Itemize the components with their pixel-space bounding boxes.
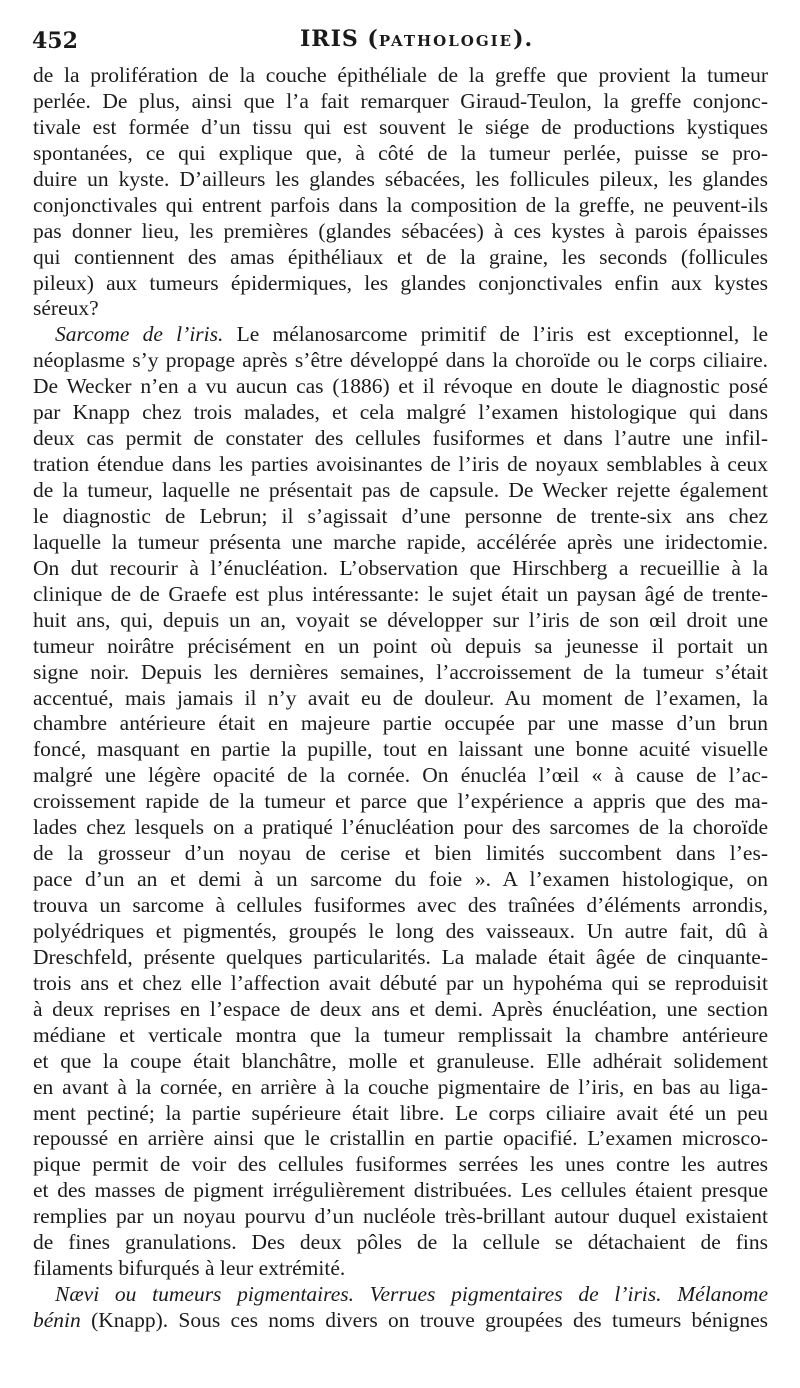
line-text: chambre antérieure était en majeure partie occupée par une masse d’un brun [33,711,768,736]
text-line [33,737,768,763]
text-line [33,530,768,556]
line-text: duire un kyste. D’ailleurs les glandes sébacées, les follicules pileux, les glandes [33,166,768,191]
line-text: signe noir. Depuis les dernières semaines, l’accroissement de la tumeur s’était [33,659,768,684]
text-line [33,1256,768,1282]
text-line [33,867,768,893]
line-text: Le mélanosarcome primitif de l’iris est exceptionnel, le [223,322,768,347]
text-line [33,63,768,89]
running-title-small-caps: PATHOLOGIE [378,32,514,50]
line-text: huit ans, qui, depuis un an, voyait se développer sur l’iris de son œil droit une [33,607,768,632]
text-line [33,1178,768,1204]
line-text: pique permit de voir des cellules fusiformes serrées les unes contre les autres [33,1152,768,1177]
italic-heading: Sarcome de l’iris. [55,322,224,347]
text-line [33,1282,768,1308]
text-line [33,1308,768,1334]
text-line [33,841,768,867]
line-text: polyédriques et pigmentés, groupés le long des vaisseaux. Un autre fait, dû à [33,918,768,943]
text-line [33,815,768,841]
line-text: tumeur noirâtre précisément en un point où depuis sa jeunesse il portait un [33,633,768,658]
page-number: 452 [32,28,78,54]
text-line [33,296,768,322]
text-line [33,452,768,478]
text-line [33,1126,768,1152]
text-line [33,1023,768,1049]
line-text: accentué, mais jamais il n’y avait eu de douleur. Au moment de l’examen, la [33,685,768,710]
text-line [33,374,768,400]
line-text: trouva un sarcome à cellules fusiformes avec des traînées d’éléments arrondis, [33,893,768,917]
text-line [33,348,768,374]
running-title [300,26,533,52]
text-line [33,478,768,504]
text-line [33,141,768,167]
italic-heading: Nævi ou tumeurs pigmentaires. Verrues pigmentaires de l’iris. Mélanome [55,1282,768,1307]
line-text: tivale est formée d’un tissu qui est souvent le siége de productions kystiques [33,114,768,139]
text-line [33,660,768,686]
line-text: Dreschfeld, présente quelques particularités. La malade était âgée de cinquante- [33,944,768,969]
line-text: pileux) aux tumeurs épidermiques, les glandes conjonctivales enfin aux kystes [33,270,768,295]
text-line [33,1075,768,1101]
line-text: de la prolifération de la couche épithéliale de la greffe que provient la tumeur [33,63,768,87]
line-text: remplies par un noyau pourvu d’un nucléole très-brillant autour duquel existaient [33,1204,768,1229]
line-text: foncé, masquant en partie la pupille, tout en laissant une bonne acuité visuelle [33,737,768,762]
line-text: clinique de de Graefe est plus intéressante: le sujet était un paysan âgé de trente- [33,581,768,606]
text-line [33,997,768,1023]
line-text: pace d’un an et demi à un sarcome du foie ». A l’examen histologique, on [33,867,768,892]
text-line [33,1101,768,1127]
line-text: pas donner lieu, les premières (glandes sébacées) à ces kystes à parois épaisses [33,218,768,243]
text-line [33,167,768,193]
text-line [33,945,768,971]
line-text: en avant à la cornée, en arrière à la couche pigmentaire de l’iris, en bas au liga- [33,1074,768,1099]
text-line [33,686,768,712]
line-text: lades chez lesquels on a pratiqué l’énucléation pour des sarcomes de la choroïde [33,815,768,840]
text-line [33,556,768,582]
text-line [33,400,768,426]
line-text: de la tumeur, laquelle ne présentait pas de capsule. De Wecker rejette également [33,478,768,502]
line-text: le diagnostic de Lebrun; il s’agissait d’une personne de trente-six ans chez [33,503,768,528]
text-line [33,971,768,997]
line-text: repoussé en arrière ainsi que le cristallin en partie opacifié. L’examen microsco- [33,1126,768,1151]
text-line [33,634,768,660]
line-text: et que la coupe était blanchâtre, molle et granuleuse. Elle adhérait solidement [33,1048,768,1073]
text-line [33,893,768,919]
line-text: ment pectiné; la partie supérieure était libre. Le corps ciliaire avait été un peu [33,1100,768,1125]
text-line [33,193,768,219]
line-text: malgré une légère opacité de la cornée. On énucléa l’œil « à cause de l’ac- [33,763,768,788]
text-line [33,504,768,530]
line-text: néoplasme s’y propage après s’être développé dans la choroïde ou le corps ciliaire. [33,348,768,373]
text-line [33,245,768,271]
line-text: trois ans et chez elle l’affection avait débuté par un hypohéma qui se reproduisit [33,970,768,995]
line-text: deux cas permit de constater des cellules fusiformes et dans l’autre une infil- [33,426,768,451]
body-text [33,63,768,1334]
text-line [33,763,768,789]
line-text: médiane et verticale montra que la tumeur remplissait la chambre antérieure [33,1022,768,1047]
line-text: De Wecker n’en a vu aucun cas (1886) et il révoque en doute le diagnostic posé [33,374,768,399]
line-text: perlée. De plus, ainsi que l’a fait remarquer Giraud-Teulon, la greffe conjonc- [33,88,768,113]
text-line [33,1230,768,1256]
line-text: spontanées, ce qui explique que, à côté de la tumeur perlée, puisse se pro- [33,140,768,165]
line-text: tration étendue dans les parties avoisinantes de l’iris de noyaux semblables à ceux [33,452,768,477]
line-text: à deux reprises en l’espace de deux ans et demi. Après énucléation, une section [33,996,768,1021]
line-text: (Knapp). Sous ces noms divers on trouve groupées des tumeurs bénignes [80,1308,768,1332]
line-text: de fines granulations. Des deux pôles de la cellule se détachaient de fins [33,1230,768,1255]
text-line [33,582,768,608]
text-line [33,89,768,115]
text-line [33,789,768,815]
line-text: et des masses de pigment irrégulièrement distribuées. Les cellules étaient presque [33,1178,768,1203]
text-line [33,1152,768,1178]
line-text: de la grosseur d’un noyau de cerise et bien limités succombent dans l’es- [33,841,768,866]
text-line [33,271,768,297]
line-text: séreux? [33,296,99,321]
text-line [33,426,768,452]
text-line [33,711,768,737]
text-line [33,919,768,945]
line-text: croissement rapide de la tumeur et parce que l’expérience a appris que des ma- [33,789,768,814]
line-text: conjonctivales qui entrent parfois dans la composition de la greffe, ne peuvent-ils [33,192,768,217]
running-head [0,0,800,64]
running-title-main: IRIS ( [300,26,379,52]
text-line [33,1049,768,1075]
line-text: filaments bifurqués à leur extrémité. [33,1256,346,1281]
text-line [33,608,768,634]
text-line [33,115,768,141]
text-line [33,219,768,245]
line-text: laquelle la tumeur présenta une marche rapide, accélérée après une iridectomie. [33,529,768,554]
line-text: On dut recourir à l’énucléation. L’observation que Hirschberg a recueillie à la [33,555,768,580]
text-line [33,1204,768,1230]
line-text: par Knapp chez trois malades, et cela malgré l’examen histologique qui dans [33,400,768,425]
running-title-end: ). [513,26,534,52]
italic-heading: bénin [33,1308,81,1332]
line-text: qui contiennent des amas épithéliaux et de la graine, les seconds (follicules [33,244,768,269]
text-line [33,322,768,348]
